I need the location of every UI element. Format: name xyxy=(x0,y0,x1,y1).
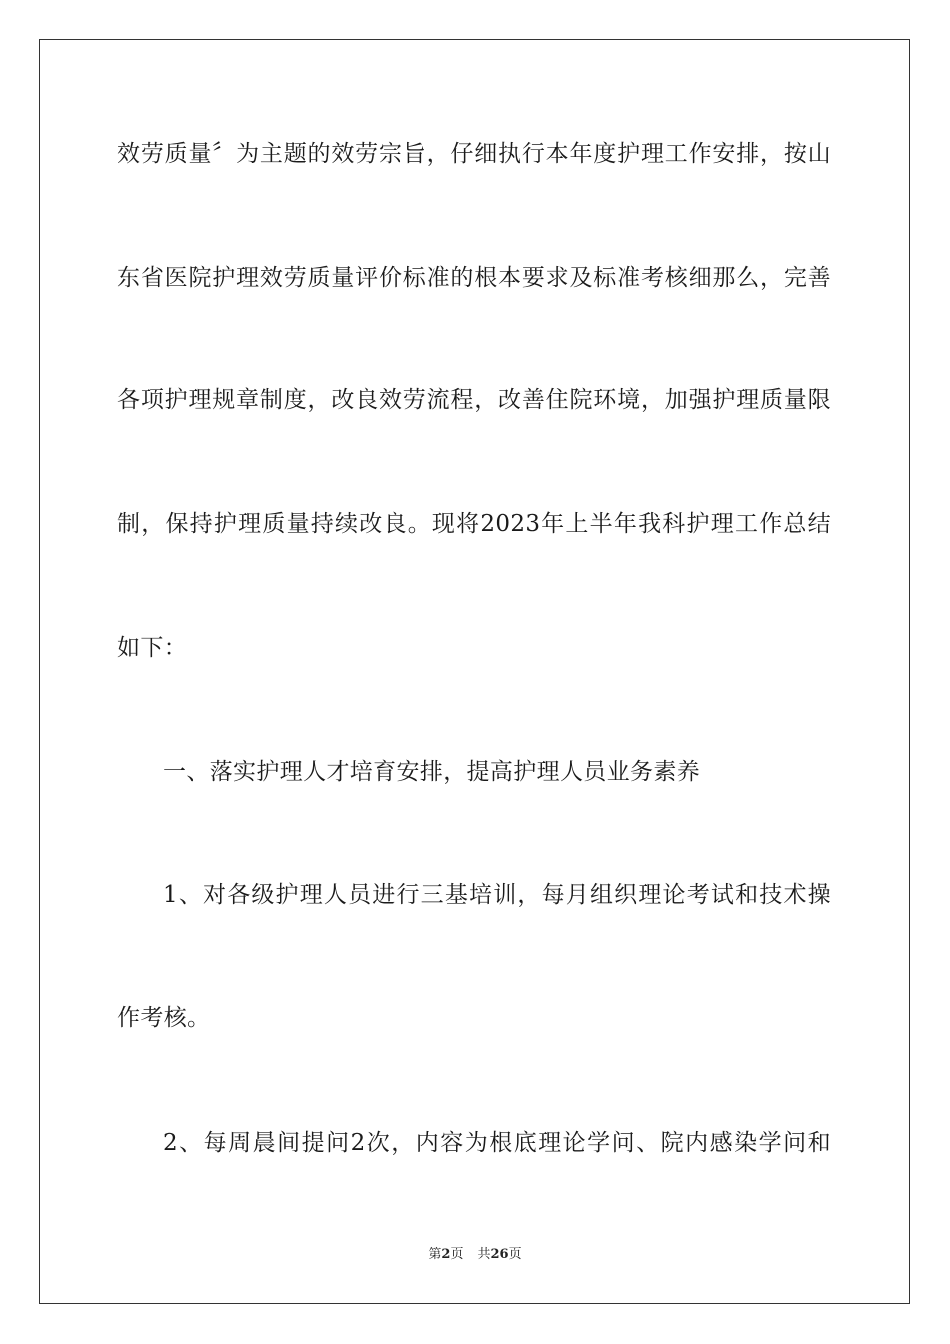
total-label-prefix: 共 xyxy=(477,1247,491,1262)
current-page-number: 2 xyxy=(441,1247,451,1262)
page-border xyxy=(39,39,910,1304)
total-label-suffix: 页 xyxy=(508,1247,522,1262)
body-text-line: 作考核。 xyxy=(117,1005,211,1031)
body-text-line: 各项护理规章制度，改良效劳流程，改善住院环境，加强护理质量限 xyxy=(117,387,831,413)
page-label-suffix: 页 xyxy=(450,1247,464,1262)
body-text-line: 效劳质量〞为主题的效劳宗旨，仔细执行本年度护理工作安排，按山 xyxy=(117,141,831,167)
list-item-text: 1、对各级护理人员进行三基培训，每月组织理论考试和技术操 xyxy=(163,882,831,908)
section-heading: 一、落实护理人才培育安排，提高护理人员业务素养 xyxy=(163,759,701,785)
page-label-prefix: 第 xyxy=(428,1247,442,1262)
total-page-count: 26 xyxy=(490,1247,509,1262)
body-text-line: 东省医院护理效劳质量评价标准的根本要求及标准考核细那么，完善 xyxy=(117,265,831,291)
body-text-line: 制，保持护理质量持续改良。现将2023年上半年我科护理工作总结 xyxy=(117,511,831,537)
page-footer xyxy=(0,1246,950,1264)
list-item-text: 2、每周晨间提问2次，内容为根底理论学问、院内感染学问和 xyxy=(163,1130,831,1156)
body-text-line: 如下： xyxy=(117,635,188,661)
